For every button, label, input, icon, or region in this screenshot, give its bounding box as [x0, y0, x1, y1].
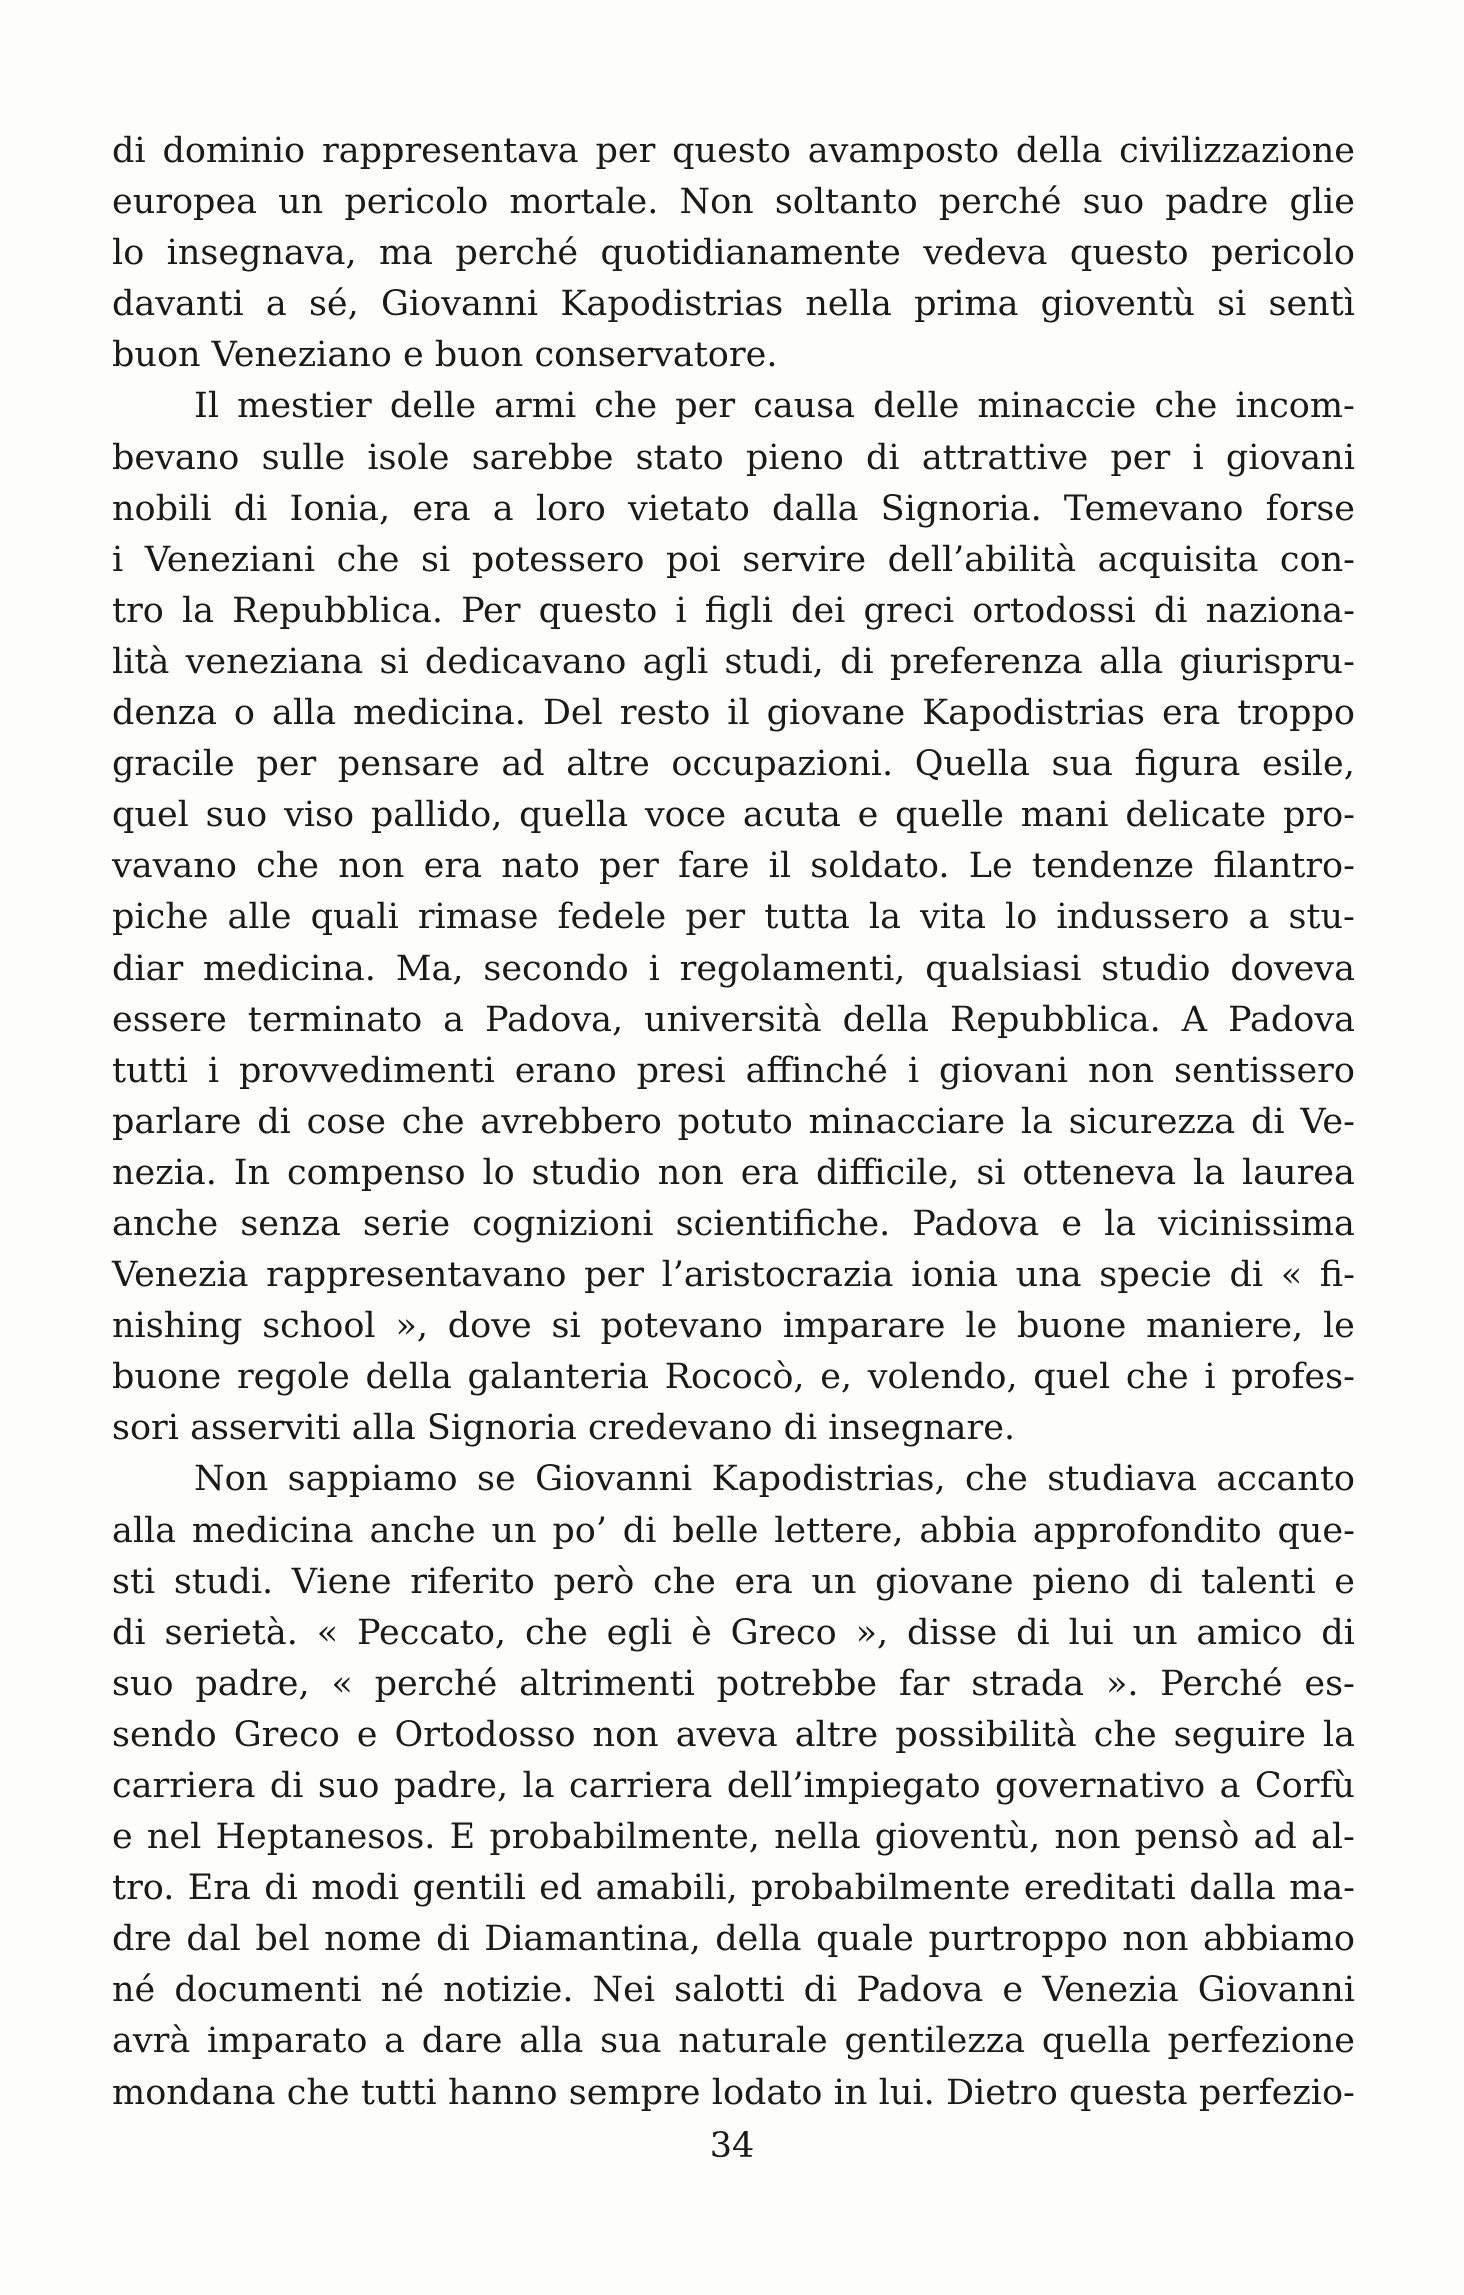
text-line: suo padre, « perché altrimenti potrebbe far strada ». Perché es- [112, 1663, 1355, 1704]
text-line: anche senza serie cognizioni scientifiche. Padova e la vicinissima [112, 1203, 1355, 1244]
text-line: buon Veneziano e buon conservatore. [112, 335, 778, 376]
text-line: né documenti né notizie. Nei salotti di Padova e Venezia Giovanni [112, 1970, 1355, 2011]
text-line: alla medicina anche un po’ di belle lettere, abbia approfondito que- [112, 1510, 1355, 1551]
text-line: nishing school », dove si potevano imparare le buone maniere, le [112, 1306, 1355, 1347]
text-line: essere terminato a Padova, università della Repubblica. A Padova [112, 999, 1355, 1040]
text-line: mondana che tutti hanno sempre lodato in lui. Dietro questa perfezio- [112, 2072, 1355, 2113]
text-line: tro. Era di modi gentili ed amabili, probabilmente ereditati dalla ma- [112, 1868, 1355, 1909]
text-line: Venezia rappresentavano per l’aristocrazia ionia una specie di « fi- [112, 1255, 1355, 1296]
text-line: nezia. In compenso lo studio non era difficile, si otteneva la laurea [112, 1152, 1355, 1193]
text-line: i Veneziani che si potessero poi servire dell’abilità acquisita con- [112, 539, 1355, 580]
text-line: bevano sulle isole sarebbe stato pieno di attrattive per i giovani [112, 437, 1355, 478]
text-line: nobili di Ionia, era a loro vietato dalla Signoria. Temevano forse [112, 488, 1355, 529]
text-line: tutti i provvedimenti erano presi affinché i giovani non sentissero [112, 1050, 1355, 1091]
text-line: e nel Heptanesos. E probabilmente, nella gioventù, non pensò ad al- [112, 1817, 1355, 1858]
text-line: piche alle quali rimase fedele per tutta la vita lo indussero a stu- [112, 897, 1355, 938]
text-line: parlare di cose che avrebbero potuto minacciare la sicurezza di Ve- [112, 1101, 1355, 1142]
text-line: vavano che non era nato per fare il soldato. Le tendenze filantro- [112, 846, 1355, 887]
text-line: buone regole della galanteria Rococò, e, volendo, quel che i profes- [112, 1357, 1355, 1398]
text-line: Il mestier delle armi che per causa delle minaccie che incom- [194, 386, 1355, 427]
text-line: gracile per pensare ad altre occupazioni. Quella sua figura esile, [112, 744, 1355, 785]
text-line: di serietà. « Peccato, che egli è Greco », disse di lui un amico di [112, 1612, 1355, 1653]
body-text [112, 126, 1355, 2119]
text-line: Non sappiamo se Giovanni Kapodistrias, che studiava accanto [194, 1459, 1355, 1500]
text-line: denza o alla medicina. Del resto il giovane Kapodistrias era troppo [112, 693, 1355, 734]
text-line: carriera di suo padre, la carriera dell’impiegato governativo a Corfù [112, 1766, 1355, 1806]
text-line: lità veneziana si dedicavano agli studi, di preferenza alla giurispru- [112, 641, 1355, 682]
text-line: di dominio rappresentava per questo avamposto della civilizzazione [112, 131, 1355, 171]
text-line: sendo Greco e Ortodosso non aveva altre possibilità che seguire la [112, 1714, 1355, 1755]
text-line: europea un pericolo mortale. Non soltanto perché suo padre glie [112, 182, 1355, 223]
page-number: 34 [709, 2126, 755, 2166]
text-line: quel suo viso pallido, quella voce acuta e quelle mani delicate pro- [112, 795, 1355, 836]
text-line: sti studi. Viene riferito però che era un giovane pieno di talenti e [112, 1561, 1355, 1602]
text-line: tro la Repubblica. Per questo i figli dei greci ortodossi di naziona- [112, 590, 1355, 631]
text-line: diar medicina. Ma, secondo i regolamenti, qualsiasi studio doveva [112, 948, 1355, 989]
text-line: lo insegnava, ma perché quotidianamente vedeva questo pericolo [112, 233, 1355, 274]
text-line: davanti a sé, Giovanni Kapodistrias nella prima gioventù si sentì [112, 284, 1355, 325]
text-line: dre dal bel nome di Diamantina, della quale purtroppo non abbiamo [112, 1919, 1355, 1960]
text-line: avrà imparato a dare alla sua naturale gentilezza quella perfezione [112, 2021, 1355, 2062]
text-line: sori asserviti alla Signoria credevano di insegnare. [112, 1408, 1016, 1449]
